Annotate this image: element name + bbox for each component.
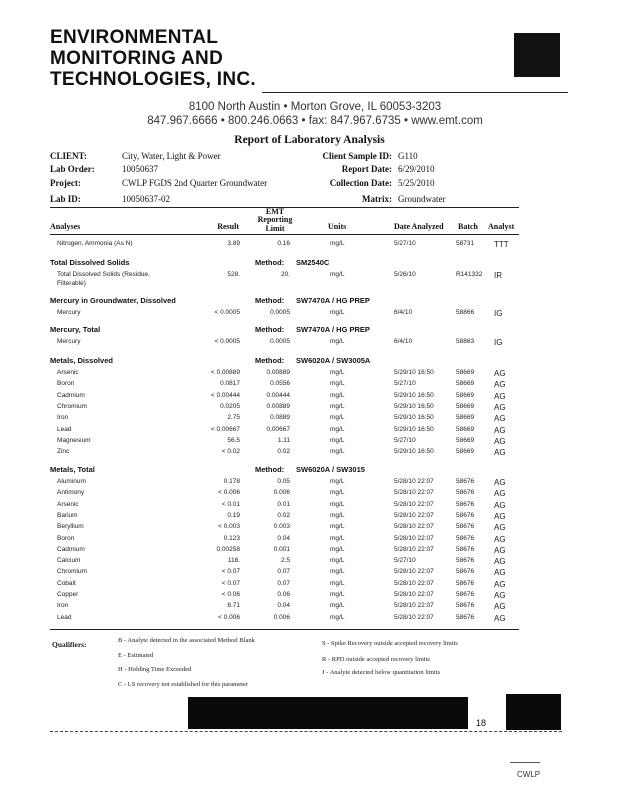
table-row: [0, 614, 619, 624]
reporting-limit: 0.05: [277, 478, 290, 485]
company-name-line2: MONITORING AND: [50, 48, 224, 69]
reporting-limit: 0.07: [277, 579, 290, 587]
reporting-limit: 0.0889: [270, 414, 290, 422]
analyte-name: Calcium: [57, 557, 81, 565]
date-analyzed: 5/28/10 22:07: [394, 489, 434, 497]
batch-id: 58669: [456, 391, 475, 399]
analyst-id: AG: [494, 568, 506, 578]
reporting-limit: 0.00444: [266, 391, 290, 399]
section-method-label: Method:: [255, 325, 285, 334]
result-value: < 0.07: [221, 579, 240, 587]
units-value: mg/L: [330, 240, 345, 247]
result-value: 0.123: [223, 534, 240, 542]
table-row: [0, 271, 619, 281]
reporting-limit: 0.00889: [266, 369, 290, 376]
units-value: mg/L: [330, 425, 345, 433]
report-date-value: 6/29/2010: [398, 164, 435, 174]
collection-date-label: Collection Date:: [329, 178, 392, 188]
address-line-2: 847.967.6666 • 800.246.0663 • fax: 847.967.6735 • www.emt.com: [147, 115, 483, 127]
analyst-id: IR: [494, 271, 502, 280]
units-value: mg/L: [330, 557, 345, 565]
col-batch: Batch: [458, 222, 478, 231]
analyst-id: AG: [494, 380, 506, 390]
company-name-line1: ENVIRONMENTAL: [50, 27, 219, 48]
batch-id: 58669: [456, 402, 475, 410]
units-value: mg/L: [330, 391, 345, 399]
date-analyzed: 5/28/10 22:07: [394, 602, 434, 610]
table-row: [0, 535, 619, 545]
qualifier-b: B - Analyte detected in the associated Method Blank: [118, 637, 255, 644]
lab-order-label: Lab Order:: [50, 164, 95, 174]
project-value: CWLP FGDS 2nd Quarter Groundwater: [122, 178, 268, 188]
analyte-name: Antimony: [57, 489, 85, 497]
batch-id: 58676: [456, 523, 475, 531]
table-row: [0, 557, 619, 567]
units-value: mg/L: [330, 613, 345, 621]
table-row: [0, 437, 619, 447]
section-method: SW7470A / HG PREP: [296, 296, 370, 305]
batch-id: 58676: [456, 500, 475, 508]
table-bottom-rule: [50, 629, 519, 630]
units-value: mg/L: [330, 579, 345, 587]
result-value: < 0.06: [221, 591, 240, 598]
units-value: mg/L: [330, 534, 345, 542]
reporting-limit: 0.00667: [266, 425, 290, 433]
analyte-name: Cadmium: [57, 391, 85, 399]
reporting-limit: 0.001: [273, 545, 290, 553]
date-analyzed: 5/28/10 22:07: [394, 591, 434, 598]
batch-id: R141332: [456, 271, 483, 278]
date-analyzed: 5/27/10: [394, 557, 416, 565]
units-value: mg/L: [330, 309, 345, 316]
units-value: mg/L: [330, 500, 345, 508]
analyte-name: Cobalt: [57, 579, 76, 587]
date-analyzed: 5/28/10 22:07: [394, 613, 434, 621]
analyte-name: Arsenic: [57, 369, 79, 376]
section-method: SW7470A / HG PREP: [296, 325, 370, 334]
col-reporting: Reporting: [257, 215, 293, 224]
reporting-limit: 1.11: [277, 436, 290, 444]
result-value: 2.75: [227, 414, 240, 422]
section-title: Metals, Dissolved: [50, 356, 113, 365]
section-method-label: Method:: [255, 258, 285, 267]
redacted-footer-corner: [506, 694, 561, 730]
analyst-id: TTT: [494, 240, 509, 249]
table-row: [0, 501, 619, 511]
col-analyst: Analyst: [488, 222, 515, 231]
result-value: < 0.0005: [214, 338, 240, 345]
date-analyzed: 5/27/10: [394, 380, 416, 388]
batch-id: 58676: [456, 557, 475, 565]
result-value: < 0.006: [218, 613, 240, 621]
reporting-limit: 0.04: [277, 534, 290, 542]
qualifier-c: C - LS recovery not established for this parameter: [118, 681, 248, 688]
reporting-limit: 0.0005: [270, 338, 290, 345]
analyst-id: AG: [494, 414, 506, 424]
redacted-logo: [514, 33, 560, 77]
section-title: Metals, Total: [50, 465, 95, 474]
section-method: SM2540C: [296, 258, 330, 267]
column-rule: [50, 234, 519, 235]
date-analyzed: 5/28/10 22:07: [394, 545, 434, 553]
table-row: [0, 338, 619, 348]
table-row: [0, 602, 619, 612]
analyte-name: Barium: [57, 511, 78, 519]
batch-id: 58676: [456, 511, 475, 519]
units-value: mg/L: [330, 448, 345, 456]
analyst-id: AG: [494, 557, 506, 567]
batch-id: 58676: [456, 613, 475, 621]
date-analyzed: 5/28/10 22:07: [394, 478, 434, 485]
analyst-id: AG: [494, 523, 506, 533]
table-row: [0, 591, 619, 601]
batch-id: 58676: [456, 579, 475, 587]
batch-id: 58676: [456, 534, 475, 542]
analyst-id: IG: [494, 338, 503, 347]
result-value: < 0.01: [221, 500, 240, 508]
matrix-value: Groundwater: [398, 194, 446, 204]
result-value: 0.0817: [220, 380, 240, 388]
analyst-id: AG: [494, 500, 506, 510]
analyte-name-continued: Filterable): [57, 280, 86, 287]
reporting-limit: 0.02: [277, 448, 290, 456]
table-row: [0, 489, 619, 499]
result-value: 528.: [227, 271, 240, 278]
date-analyzed: 5/26/10: [394, 271, 416, 278]
section-title: Mercury, Total: [50, 325, 101, 334]
reporting-limit: 0.006: [273, 489, 290, 497]
table-row: [0, 392, 619, 402]
units-value: mg/L: [330, 380, 345, 388]
reporting-limit: 0.06: [277, 591, 290, 598]
analyst-id: IG: [494, 309, 503, 318]
cwlp-rule: [510, 762, 540, 763]
result-value: < 0.003: [218, 523, 240, 531]
collection-date-value: 5/25/2010: [398, 178, 435, 188]
analyte-name: Lead: [57, 613, 72, 621]
date-analyzed: 5/29/10 16:50: [394, 414, 434, 422]
table-row: [0, 240, 619, 250]
units-value: mg/L: [330, 369, 345, 376]
client-value: City, Water, Light & Power: [122, 151, 221, 161]
matrix-label: Matrix:: [362, 194, 392, 204]
date-analyzed: 5/29/10 16:50: [394, 402, 434, 410]
batch-id: 58669: [456, 414, 475, 422]
analyst-id: AG: [494, 579, 506, 589]
reporting-limit: 0.0005: [270, 309, 290, 316]
section-method: SW6020A / SW3005A: [296, 356, 371, 365]
units-value: mg/L: [330, 523, 345, 531]
analyst-id: AG: [494, 402, 506, 412]
section-title: Mercury in Groundwater, Dissolved: [50, 296, 176, 305]
date-analyzed: 6/4/10: [394, 338, 413, 345]
analyte-name: Chromium: [57, 568, 87, 576]
reporting-limit: 0.0556: [270, 380, 290, 388]
units-value: mg/L: [330, 602, 345, 610]
footer-rule: [50, 731, 562, 732]
analyte-name: Mercury: [57, 309, 81, 316]
page-number: 18: [476, 718, 487, 728]
client-sample-value: G110: [398, 151, 418, 161]
client-sample-label: Client Sample ID:: [322, 151, 392, 161]
batch-id: 58676: [456, 545, 475, 553]
units-value: mg/L: [330, 414, 345, 422]
result-value: < 0.00444: [210, 391, 240, 399]
table-row: [0, 580, 619, 590]
units-value: mg/L: [330, 436, 345, 444]
analyte-name: Iron: [57, 414, 69, 422]
table-row: [0, 369, 619, 379]
date-analyzed: 5/29/10 16:50: [394, 425, 434, 433]
batch-id: 58676: [456, 602, 475, 610]
analyte-name: Boron: [57, 534, 75, 542]
units-value: mg/L: [330, 338, 345, 345]
report-date-label: Report Date:: [341, 164, 392, 174]
reporting-limit: 0.04: [277, 602, 290, 610]
table-row: [0, 426, 619, 436]
footer-tag: CWLP: [517, 770, 541, 779]
result-value: 3.89: [227, 240, 240, 247]
reporting-limit: 0.02: [277, 511, 290, 519]
company-name-line3: TECHNOLOGIES, INC.: [50, 69, 256, 90]
analyst-id: AG: [494, 448, 506, 458]
result-value: 0.19: [227, 511, 240, 519]
result-value: < 0.00889: [210, 369, 240, 376]
result-value: < 0.02: [221, 448, 240, 456]
client-label: CLIENT:: [50, 151, 87, 161]
result-value: < 0.00667: [210, 425, 240, 433]
date-analyzed: 5/29/10 16:50: [394, 391, 434, 399]
analyst-id: AG: [494, 602, 506, 612]
result-value: < 0.006: [218, 489, 240, 497]
analyte-name: Chromium: [57, 402, 87, 410]
result-value: 0.0205: [220, 402, 240, 410]
analyte-name: Iron: [57, 602, 69, 610]
table-row: [0, 523, 619, 533]
analyst-id: AG: [494, 436, 506, 446]
section-method-label: Method:: [255, 465, 285, 474]
analyte-name: Zinc: [57, 448, 70, 456]
date-analyzed: 5/28/10 22:07: [394, 523, 434, 531]
qualifier-s: S - Spike Recovery outside accepted recovery limits: [322, 640, 458, 647]
table-row: [0, 478, 619, 488]
analyte-name: Boron: [57, 380, 75, 388]
analyst-id: AG: [494, 391, 506, 401]
reporting-limit: 0.07: [277, 568, 290, 576]
date-analyzed: 5/28/10 22:07: [394, 568, 434, 576]
analyte-name: Nitrogen, Ammonia (As N): [57, 240, 133, 247]
analyte-name: Total Dissolved Solids (Residue,: [57, 271, 150, 278]
analyte-name: Lead: [57, 425, 72, 433]
result-value: 0.178: [223, 478, 240, 485]
result-value: 0.00258: [216, 545, 240, 553]
col-analyses: Analyses: [50, 222, 81, 231]
section-method-label: Method:: [255, 356, 285, 365]
reporting-limit: 0.01: [277, 500, 290, 508]
units-value: mg/L: [330, 545, 345, 553]
table-row: [0, 568, 619, 578]
units-value: mg/L: [330, 489, 345, 497]
analyte-name: Cadmium: [57, 545, 85, 553]
analyst-id: AG: [494, 545, 506, 555]
date-analyzed: 5/27/10: [394, 240, 416, 247]
batch-id: 58669: [456, 425, 475, 433]
table-row: [0, 546, 619, 556]
reporting-limit: 0.006: [273, 613, 290, 621]
report-title: Report of Laboratory Analysis: [234, 134, 385, 146]
analyte-name: Mercury: [57, 338, 81, 345]
date-analyzed: 6/4/10: [394, 309, 413, 316]
reporting-limit: 0.003: [273, 523, 290, 531]
analyst-id: AG: [494, 511, 506, 521]
analyst-id: AG: [494, 613, 506, 623]
col-emt: EMT: [265, 207, 285, 216]
table-row: [0, 414, 619, 424]
units-value: mg/L: [330, 511, 345, 519]
date-analyzed: 5/28/10 22:07: [394, 511, 434, 519]
analyst-id: AG: [494, 489, 506, 499]
address-line-1: 8100 North Austin • Morton Grove, IL 60053-3203: [188, 101, 442, 113]
batch-id: 58669: [456, 380, 475, 388]
reporting-limit: 0.16: [277, 240, 290, 247]
reporting-limit: 20.: [280, 271, 290, 278]
batch-id: 58676: [456, 478, 475, 485]
analyst-id: AG: [494, 425, 506, 435]
qualifier-h: H - Holding Time Exceeded: [118, 666, 192, 673]
project-label: Project:: [50, 178, 81, 188]
units-value: mg/L: [330, 478, 345, 485]
units-value: mg/L: [330, 271, 345, 278]
units-value: mg/L: [330, 591, 345, 598]
result-value: 56.5: [227, 436, 240, 444]
table-row: [0, 512, 619, 522]
lab-id-value: 10050637-02: [122, 194, 170, 204]
analyst-id: AG: [494, 478, 506, 487]
batch-id: 58866: [456, 309, 475, 316]
batch-id: 58669: [456, 436, 475, 444]
batch-id: 58676: [456, 568, 475, 576]
col-limit: Limit: [265, 224, 285, 233]
date-analyzed: 5/28/10 22:07: [394, 579, 434, 587]
analyte-name: Magnesium: [57, 436, 91, 444]
header-rule: [262, 92, 568, 93]
batch-id: 58676: [456, 489, 475, 497]
section-method-label: Method:: [255, 296, 285, 305]
analyst-id: AG: [494, 591, 506, 600]
table-row: [0, 403, 619, 413]
date-analyzed: 5/27/10: [394, 436, 416, 444]
batch-id: 58731: [456, 240, 475, 247]
qualifier-r: R - RPD outside accepted recovery limits: [322, 656, 430, 663]
analyst-id: AG: [494, 369, 506, 378]
lab-id-label: Lab ID:: [50, 194, 81, 204]
analyte-name: Arsenic: [57, 500, 79, 508]
batch-id: 58676: [456, 591, 475, 598]
units-value: mg/L: [330, 568, 345, 576]
units-value: mg/L: [330, 402, 345, 410]
result-value: 118.: [227, 557, 240, 565]
batch-id: 58863: [456, 338, 475, 345]
table-row: [0, 448, 619, 458]
reporting-limit: 0.00889: [266, 402, 290, 410]
analyte-name: Copper: [57, 591, 79, 598]
result-value: 8.71: [227, 602, 240, 610]
batch-id: 58669: [456, 448, 475, 456]
table-row: [0, 309, 619, 319]
batch-id: 58669: [456, 369, 475, 376]
result-value: < 0.07: [221, 568, 240, 576]
table-row: [0, 380, 619, 390]
analyte-name: Beryllium: [57, 523, 84, 531]
qualifier-e: E - Estimated: [118, 652, 154, 659]
date-analyzed: 5/28/10 22:07: [394, 534, 434, 542]
col-units: Units: [328, 222, 347, 231]
section-method: SW6020A / SW3015: [296, 465, 365, 474]
col-date: Date Analyzed: [394, 222, 444, 231]
redacted-footer-block: [188, 697, 468, 729]
company-name: [50, 27, 256, 90]
date-analyzed: 5/29/10 16:50: [394, 448, 434, 456]
reporting-limit: 2.5: [280, 557, 290, 565]
qualifiers-label: Qualifiers:: [52, 640, 87, 649]
result-value: < 0.0005: [214, 309, 240, 316]
analyte-name: Aluminum: [57, 478, 86, 485]
analyst-id: AG: [494, 534, 506, 544]
lab-order-value: 10050637: [122, 164, 158, 174]
date-analyzed: 5/28/10 22:07: [394, 500, 434, 508]
date-analyzed: 5/29/10 16:50: [394, 369, 434, 376]
col-result: Result: [217, 222, 239, 231]
qualifier-j: J - Analyte detected below quantitation limits: [322, 669, 441, 676]
section-title: Total Dissolved Solids: [50, 258, 130, 267]
